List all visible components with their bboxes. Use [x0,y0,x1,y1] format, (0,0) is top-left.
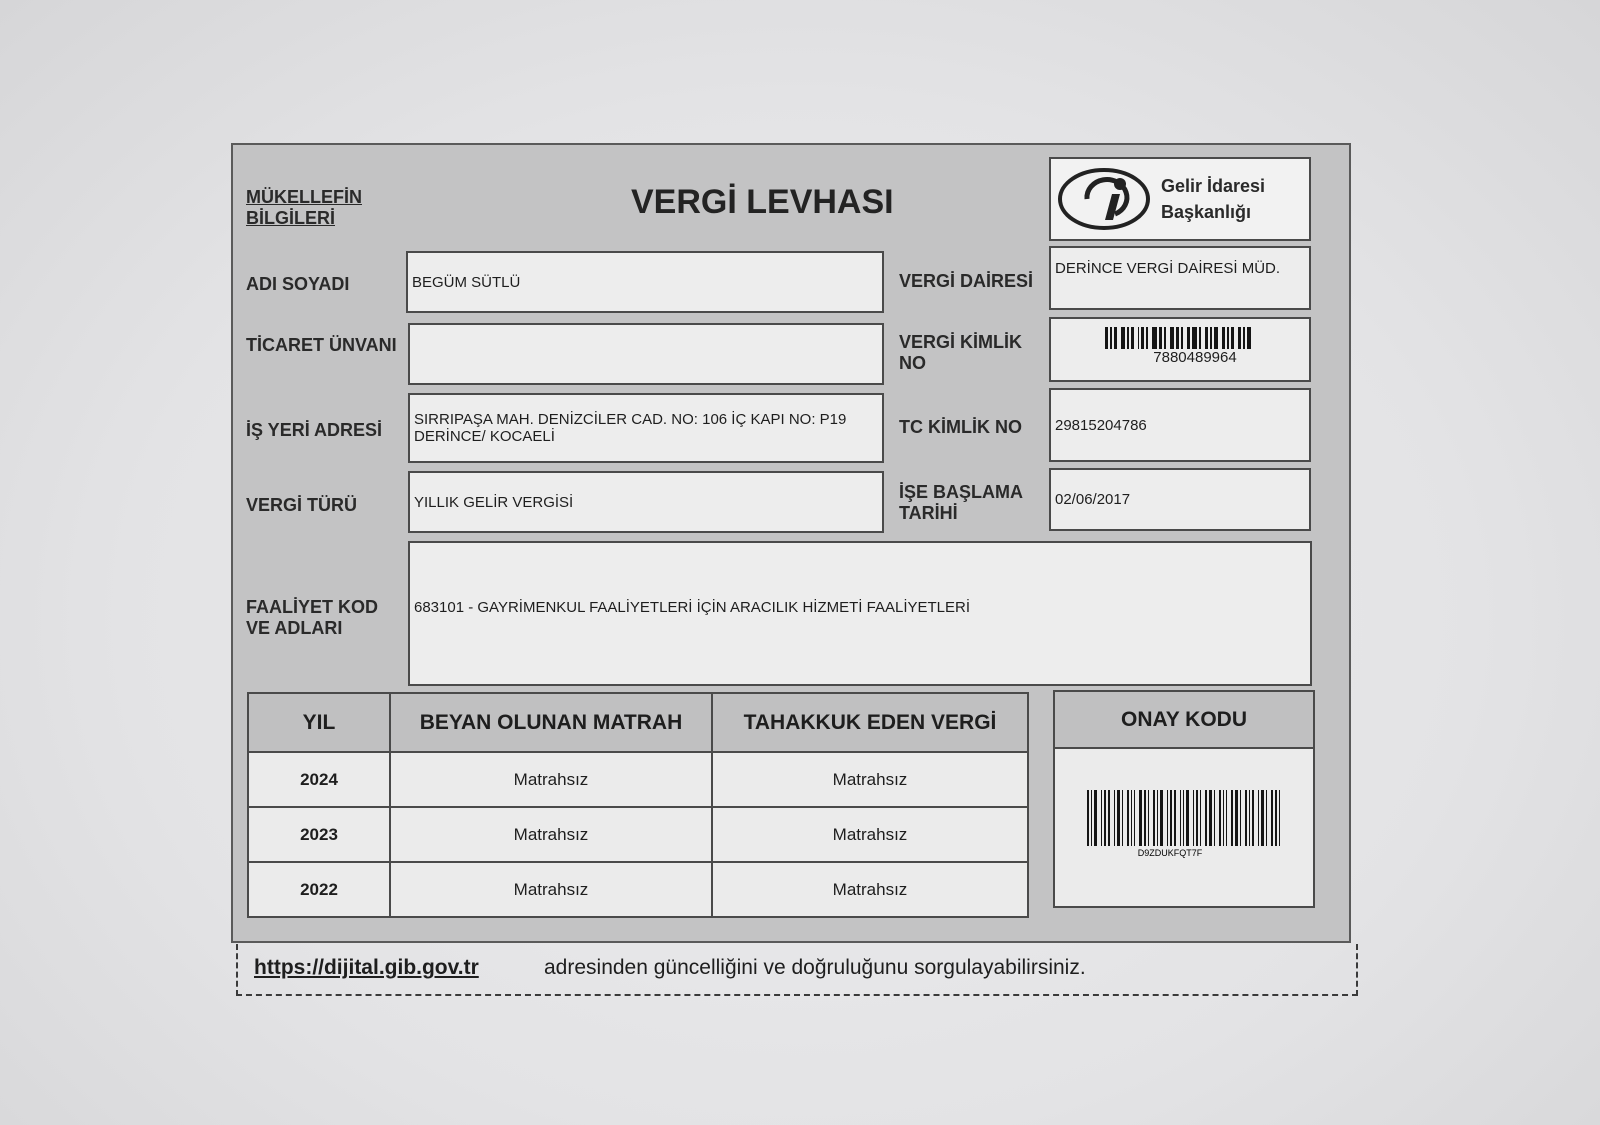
barcode-bar [1271,790,1273,846]
barcode-bar [1176,327,1179,349]
barcode-bar [1275,790,1277,846]
barcode-bar [1148,790,1149,846]
field-ticaret-unvani [408,323,884,385]
barcode-bar [1231,790,1233,846]
barcode-bar [1261,790,1264,846]
value-adi-soyadi: BEGÜM SÜTLÜ [412,273,521,291]
barcode-bar [1187,327,1190,349]
barcode-bar [1231,327,1234,349]
gib-link[interactable]: https://dijital.gib.gov.tr [254,956,479,979]
barcode-bar [1226,790,1227,846]
barcode-bar [1227,327,1229,349]
barcode-bar [1159,327,1162,349]
label-ise-baslama-line2: TARİHİ [899,503,958,523]
tax-plate-card [231,143,1351,943]
table-cell-matrah: Matrahsız [390,752,712,807]
onay-code-text: D9ZDUKFQT7F [1137,848,1203,858]
gib-logo-box [1049,157,1311,241]
gib-logo-line2: Başkanlığı [1161,202,1252,222]
barcode-bar [1258,790,1259,846]
barcode-bar [1094,790,1097,846]
table-cell-year: 2022 [248,862,390,917]
table-row [248,807,1028,862]
label-vergi-kimlik-no-line2: NO [899,353,926,373]
barcode-bar [1200,790,1201,846]
barcode-bar [1087,790,1089,846]
table-cell-matrah: Matrahsız [390,807,712,862]
barcode-bar [1214,790,1215,846]
barcode-bar [1214,327,1218,349]
table-header-vergi: TAHAKKUK EDEN VERGİ [712,693,1028,752]
barcode-bar [1104,790,1106,846]
barcode-bar [1174,790,1176,846]
barcode-bar [1243,327,1245,349]
value-faaliyet: 683101 - GAYRİMENKUL FAALİYETLERİ İÇİN ARACILIK HİZMETİ FAALİYETLERİ [414,599,971,616]
barcode-bar [1205,327,1208,349]
label-faaliyet [246,597,378,639]
table-cell-vergi: Matrahsız [712,807,1028,862]
barcode-bar [1235,790,1238,846]
gib-logo-text [1161,173,1265,225]
onay-kodu-box [1053,690,1315,908]
section-label-line2: BİLGİLERİ [246,208,335,228]
value-tc-kimlik-no: 29815204786 [1055,416,1147,434]
barcode-bar [1138,327,1139,349]
barcode-bar [1153,790,1155,846]
footer-text: adresinden güncelliğini ve doğruluğunu sorgulayabilirsiniz. [544,956,1086,979]
field-vergi-kimlik-no [1049,317,1311,382]
value-is-yeri-adresi [414,411,846,445]
barcode-bar [1157,790,1158,846]
field-tc-kimlik-no [1049,388,1311,462]
barcode-bar [1170,790,1172,846]
label-ise-baslama-line1: İŞE BAŞLAMA [899,482,1024,502]
label-ticaret-unvani: TİCARET ÜNVANI [246,335,397,355]
section-label [246,187,362,229]
barcode-bar [1252,790,1254,846]
value-vergi-kimlik-no: 7880489964 [1153,349,1237,366]
barcode-bar [1205,790,1207,846]
barcode-bar [1131,327,1134,349]
barcode-bar [1105,327,1108,349]
verification-footer [236,944,1358,996]
label-vergi-dairesi: VERGİ DAİRESİ [899,271,1034,291]
onay-barcode-area [1063,790,1307,858]
barcode-bar [1117,790,1120,846]
table-cell-year: 2023 [248,807,390,862]
barcode-bar [1223,790,1224,846]
table-cell-vergi: Matrahsız [712,752,1028,807]
label-is-yeri-adresi: İŞ YERİ ADRESİ [246,420,383,440]
barcode-bar [1183,790,1184,846]
tax-year-table [247,692,1029,918]
barcode-bar [1238,327,1241,349]
barcode-bar [1108,790,1110,846]
barcode-bar [1144,790,1146,846]
table-cell-year: 2024 [248,752,390,807]
section-label-line1: MÜKELLEFİN [246,187,362,207]
label-tc-kimlik-no: TC KİMLİK NO [899,417,1022,437]
label-faaliyet-line1: FAALİYET KOD [246,597,379,617]
barcode-bar [1152,327,1157,349]
barcode-bar [1141,327,1144,349]
barcode-bar [1266,790,1267,846]
barcode-bar [1199,327,1201,349]
value-vergi-turu: YILLIK GELİR VERGİSİ [414,493,574,511]
barcode-bar [1240,790,1241,846]
gib-logo-line1: Gelir İdaresi [1161,176,1266,196]
barcode-bar [1245,790,1247,846]
barcode-bar [1186,790,1189,846]
label-faaliyet-line2: VE ADLARI [246,618,343,638]
value-ise-baslama-tarihi: 02/06/2017 [1055,491,1131,508]
barcode-bar [1247,327,1251,349]
barcode-bar [1279,790,1280,846]
field-is-yeri-adresi [408,393,884,463]
barcode-bar [1146,327,1148,349]
barcode-bar [1110,327,1112,349]
value-is-yeri-adresi-line1: SIRRIPAŞA MAH. DENİZCİLER CAD. NO: 106 İÇ KAPI NO: P19 [414,411,847,428]
barcode-bar [1121,327,1125,349]
table-cell-matrah: Matrahsız [390,862,712,917]
onay-barcode [1063,790,1307,846]
onay-kodu-header: ONAY KODU [1055,692,1313,749]
barcode-bar [1209,790,1212,846]
barcode-bar [1181,327,1183,349]
label-vergi-kimlik-no-line1: VERGİ KİMLİK [899,332,1023,352]
field-adi-soyadi [406,251,884,313]
barcode-bar [1193,790,1194,846]
value-vergi-dairesi: DERİNCE VERGİ DAİRESİ MÜD. [1055,260,1281,277]
barcode-bar [1196,790,1198,846]
barcode-bar [1180,790,1181,846]
barcode-bar [1167,790,1168,846]
table-row [248,752,1028,807]
barcode-bar [1170,327,1174,349]
table-cell-vergi: Matrahsız [712,862,1028,917]
barcode-bar [1127,790,1129,846]
barcode-bar [1127,327,1129,349]
document-title: VERGİ LEVHASI [631,183,894,221]
barcode-bar [1114,327,1117,349]
vergi-kimlik-barcode [1059,327,1301,349]
table-row [248,862,1028,917]
barcode-bar [1139,790,1142,846]
field-vergi-turu [408,471,884,533]
barcode-bar [1249,790,1250,846]
gib-logo-icon [1057,166,1152,232]
barcode-bar [1210,327,1212,349]
barcode-bar [1222,327,1225,349]
field-faaliyet [408,541,1312,686]
barcode-bar [1134,790,1135,846]
label-adi-soyadi: ADI SOYADI [246,274,350,294]
barcode-bar [1122,790,1123,846]
barcode-bar [1091,790,1092,846]
barcode-bar [1219,790,1221,846]
label-vergi-kimlik-no [899,332,1022,374]
barcode-bar [1114,790,1115,846]
field-vergi-dairesi [1049,246,1311,310]
barcode-bar [1131,790,1132,846]
barcode-bar [1160,790,1163,846]
field-ise-baslama-tarihi [1049,468,1311,531]
barcode-bar [1164,327,1166,349]
table-header-yil: YIL [248,693,390,752]
table-header-matrah: BEYAN OLUNAN MATRAH [390,693,712,752]
barcode-bar [1101,790,1102,846]
label-ise-baslama-tarihi [899,482,1023,524]
label-vergi-turu: VERGİ TÜRÜ [246,495,358,515]
table-header-row [248,693,1028,752]
barcode-bar [1192,327,1197,349]
value-is-yeri-adresi-line2: DERİNCE/ KOCAELİ [414,428,555,445]
